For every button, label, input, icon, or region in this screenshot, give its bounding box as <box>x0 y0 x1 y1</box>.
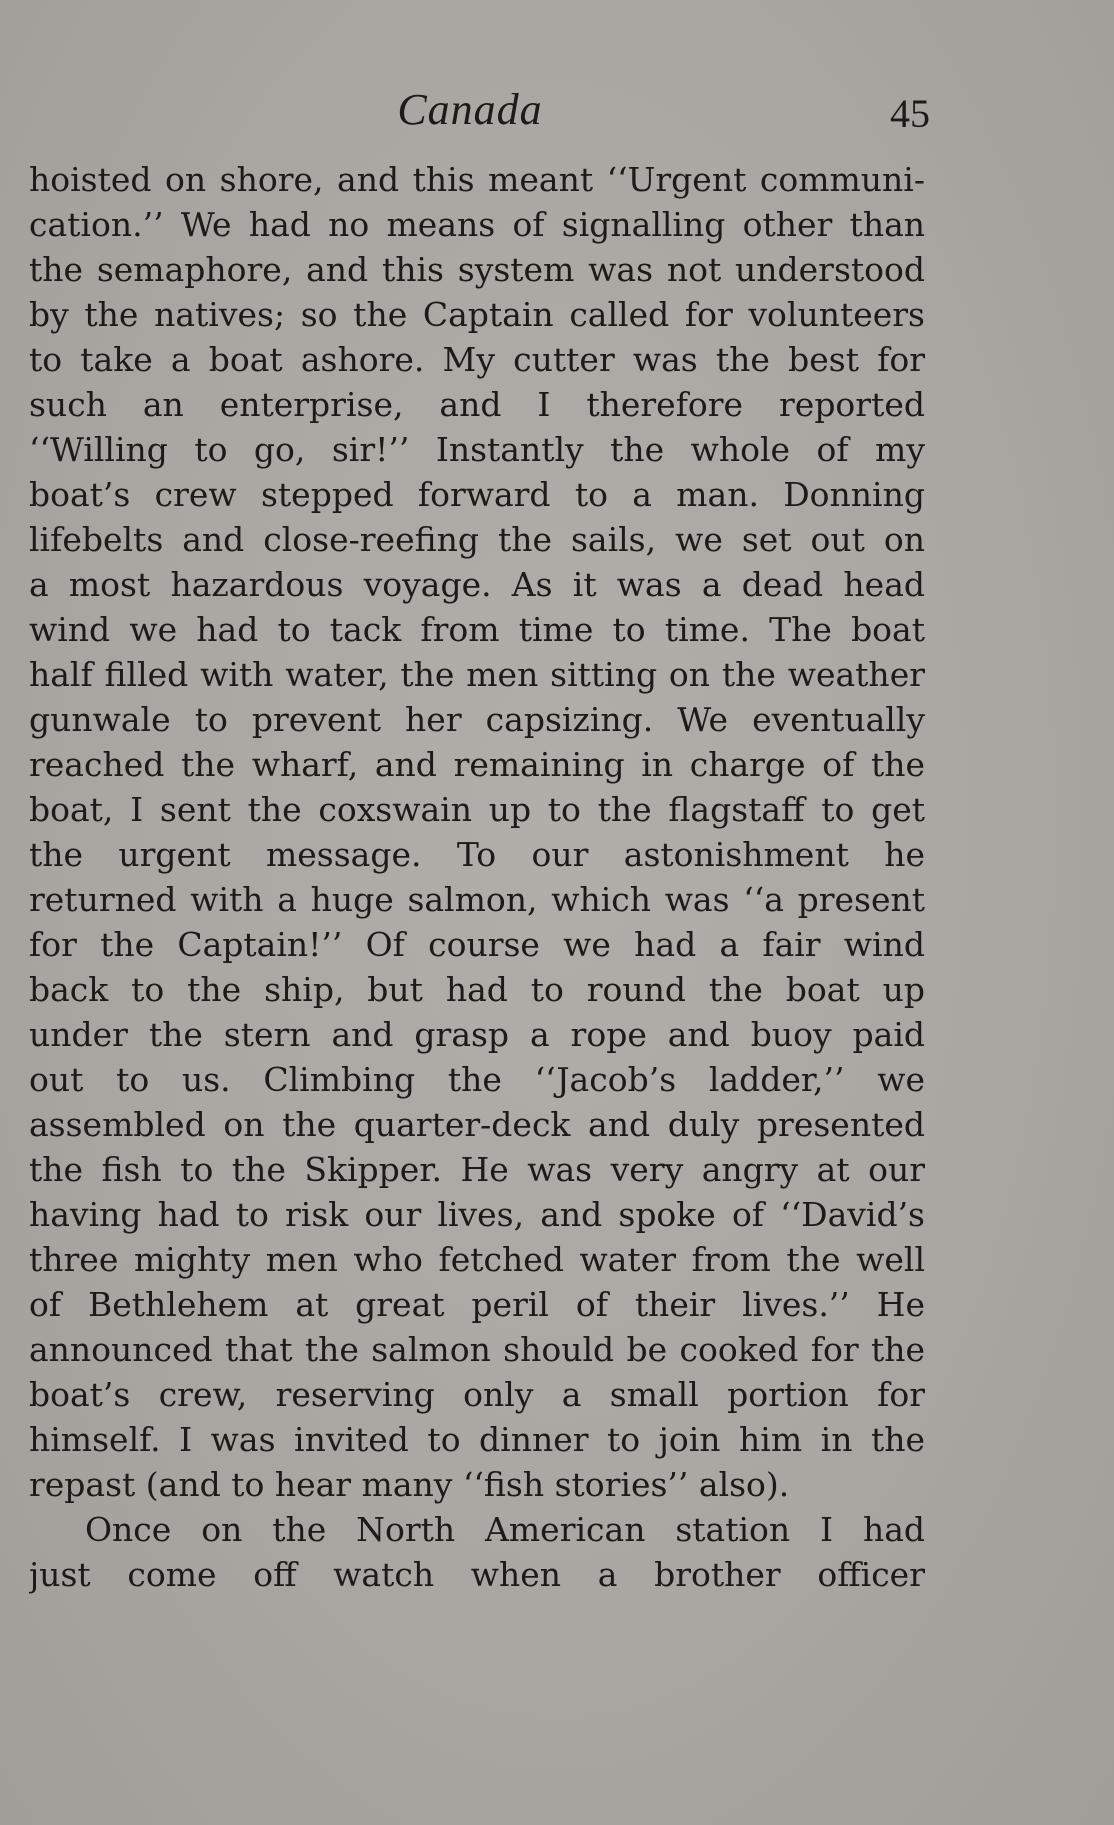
text-line: hoisted on shore, and this meant ‘‘Urgent communi- <box>29 160 925 199</box>
text-line: himself. I was invited to dinner to join him in the <box>29 1420 925 1459</box>
paragraph-end-line: repast (and to hear many ‘‘fish stories’’ also). <box>29 1465 790 1504</box>
running-head <box>0 74 1114 144</box>
text-line: of Bethlehem at great peril of their lives.’’ He <box>29 1285 925 1324</box>
text-line: three mighty men who fetched water from the well <box>29 1240 925 1279</box>
text-line: announced that the salmon should be cooked for the <box>29 1330 925 1369</box>
text-line: such an enterprise, and I therefore reported <box>29 385 925 424</box>
text-line: the urgent message. To our astonishment he <box>29 835 925 874</box>
page-number: 45 <box>890 91 930 136</box>
body-text <box>29 157 925 1597</box>
text-line: by the natives; so the Captain called for volunteers <box>29 295 925 334</box>
text-line: out to us. Climbing the ‘‘Jacob’s ladder,’’ we <box>29 1060 925 1099</box>
text-line: a most hazardous voyage. As it was a dead head <box>29 565 925 604</box>
paragraph-start-line: Once on the North American station I had <box>85 1510 925 1549</box>
text-line: under the stern and grasp a rope and buoy paid <box>29 1015 925 1054</box>
text-line: for the Captain!’’ Of course we had a fair wind <box>29 925 925 964</box>
text-line: reached the wharf, and remaining in charge of the <box>29 745 925 784</box>
text-line: the semaphore, and this system was not understood <box>29 250 925 289</box>
running-title: Canada <box>397 85 543 134</box>
text-line: wind we had to tack from time to time. The boat <box>29 610 925 649</box>
text-line: to take a boat ashore. My cutter was the best for <box>29 340 925 379</box>
text-line: back to the ship, but had to round the boat up <box>29 970 925 1009</box>
text-line: cation.’’ We had no means of signalling other than <box>29 205 925 244</box>
text-line: half filled with water, the men sitting on the weather <box>29 655 925 694</box>
text-line: the fish to the Skipper. He was very angry at our <box>29 1150 925 1189</box>
text-line: boat’s crew, reserving only a small portion for <box>29 1375 925 1414</box>
text-line: just come off watch when a brother officer <box>29 1555 925 1594</box>
text-line: boat’s crew stepped forward to a man. Donning <box>29 475 925 514</box>
text-line: lifebelts and close-reefing the sails, we set out on <box>29 520 925 559</box>
text-line: gunwale to prevent her capsizing. We eventually <box>29 700 925 739</box>
text-line: boat, I sent the coxswain up to the flagstaff to get <box>29 790 925 829</box>
text-line: having had to risk our lives, and spoke of ‘‘David’s <box>29 1195 925 1234</box>
text-line: ‘‘Willing to go, sir!’’ Instantly the whole of my <box>29 430 925 469</box>
text-line: assembled on the quarter-deck and duly presented <box>29 1105 925 1144</box>
text-line: returned with a huge salmon, which was ‘‘a present <box>29 880 925 919</box>
